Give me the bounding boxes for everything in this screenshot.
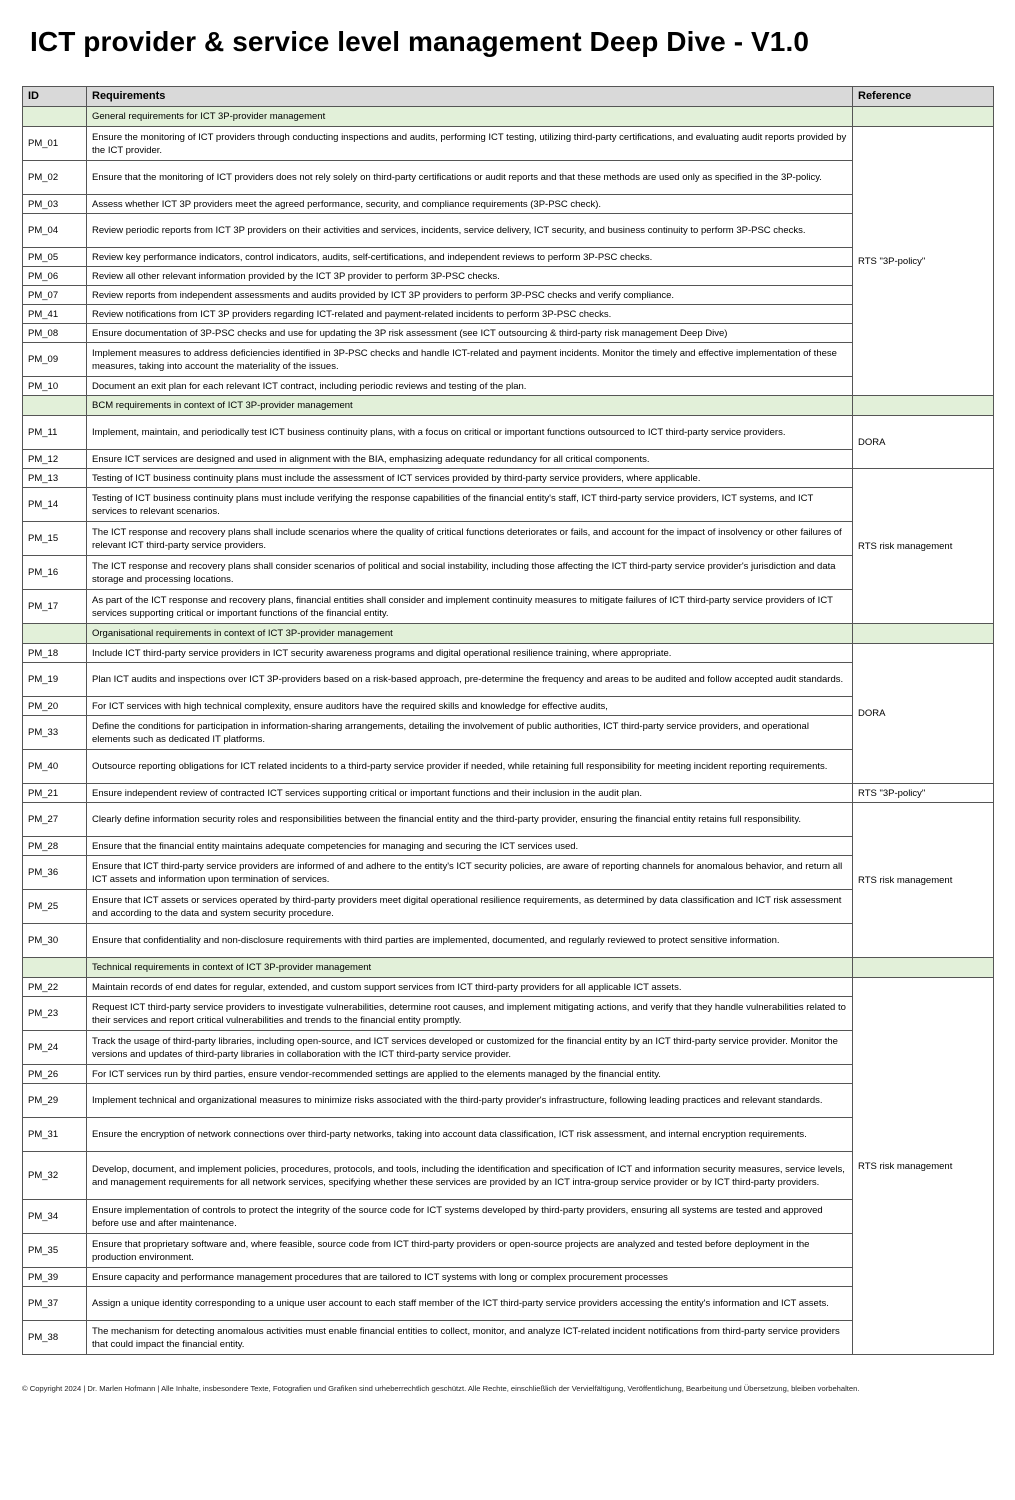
table-row bbox=[23, 856, 994, 890]
page-title: ICT provider & service level management Deep Dive - V1.0 bbox=[30, 26, 810, 57]
table-row bbox=[23, 469, 994, 488]
table-body bbox=[23, 107, 994, 1355]
section-title: General requirements for ICT 3P-provider management bbox=[87, 107, 853, 127]
requirement-text: Ensure documentation of 3P-PSC checks and use for updating the 3P risk assessment (see ICT outsourcing & third-party risk management Deep Dive) bbox=[87, 324, 853, 343]
copyright-footer: © Copyright 2024 | Dr. Marlen Hofmann | Alle Inhalte, insbesondere Texte, Fotografien und Grafiken sind urheberrechtlich geschützt. Alle Rechte, einschließlich der Vervielfältigung, Veröffentlichung, Bearbeitung und Übersetzung, bleiben vorbehalten. bbox=[22, 1384, 860, 1393]
requirement-id: PM_28 bbox=[23, 837, 87, 856]
table-row bbox=[23, 1321, 994, 1355]
reference-cell: RTS risk management bbox=[853, 469, 994, 624]
table-row bbox=[23, 1118, 994, 1152]
requirement-text: The mechanism for detecting anomalous activities must enable financial entities to collect, monitor, and analyze ICT-related incident notifications from third-party service providers that could impact the financial entity. bbox=[87, 1321, 853, 1355]
requirement-id: PM_18 bbox=[23, 644, 87, 663]
requirement-id: PM_14 bbox=[23, 488, 87, 522]
requirement-text: Plan ICT audits and inspections over ICT 3P-providers based on a risk-based approach, pre-determine the frequency and areas to be audited and follow accepted audit standards. bbox=[87, 663, 853, 697]
requirement-text: Testing of ICT business continuity plans must include verifying the response capabilities of the financial entity's staff, ICT third-party service providers, ICT systems, and ICT services to relevant scenarios. bbox=[87, 488, 853, 522]
requirement-text: Review periodic reports from ICT 3P providers on their activities and services, incidents, service delivery, ICT security, and business continuity to perform 3P-PSC checks. bbox=[87, 214, 853, 248]
table-row bbox=[23, 590, 994, 624]
requirement-text: Develop, document, and implement policies, procedures, protocols, and tools, including the identification and specification of ICT and information security measures, service levels, and management requirements for all network services, specifying whether these services are provided by an ICT intra-group service provider or by ICT third-party providers. bbox=[87, 1152, 853, 1200]
requirement-id: PM_27 bbox=[23, 803, 87, 837]
reference-cell: RTS risk management bbox=[853, 803, 994, 958]
table-row bbox=[23, 195, 994, 214]
requirement-id: PM_25 bbox=[23, 890, 87, 924]
requirement-id: PM_16 bbox=[23, 556, 87, 590]
reference-cell: RTS "3P-policy" bbox=[853, 127, 994, 396]
requirement-text: Outsource reporting obligations for ICT related incidents to a third-party service provider if needed, while retaining full responsibility for meeting incident reporting requirements. bbox=[87, 750, 853, 784]
table-row bbox=[23, 1152, 994, 1200]
table-row bbox=[23, 1084, 994, 1118]
table-row bbox=[23, 377, 994, 396]
section-id-cell bbox=[23, 624, 87, 644]
requirement-text: Implement measures to address deficiencies identified in 3P-PSC checks and handle ICT-related and payment incidents. Monitor the timely and effective implementation of these measures, taking into account the materiality of the issues. bbox=[87, 343, 853, 377]
requirement-id: PM_21 bbox=[23, 784, 87, 803]
table-row bbox=[23, 1287, 994, 1321]
requirement-id: PM_23 bbox=[23, 997, 87, 1031]
table-row bbox=[23, 343, 994, 377]
requirements-table bbox=[22, 86, 994, 1355]
requirement-text: Review notifications from ICT 3P providers regarding ICT-related and payment-related incidents to perform 3P-PSC checks. bbox=[87, 305, 853, 324]
requirement-text: Track the usage of third-party libraries, including open-source, and ICT services developed or customized for the financial entity by an ICT third-party service provider. Monitor the versions and updates of third-party libraries in collaboration with the ICT third-party service provider. bbox=[87, 1031, 853, 1065]
requirement-text: The ICT response and recovery plans shall consider scenarios of political and social instability, including those affecting the ICT third-party service provider's jurisdiction and data storage and processing locations. bbox=[87, 556, 853, 590]
reference-cell: DORA bbox=[853, 644, 994, 784]
requirement-text: Review all other relevant information provided by the ICT 3P provider to perform 3P-PSC checks. bbox=[87, 267, 853, 286]
requirement-text: Review reports from independent assessments and audits provided by ICT 3P providers to perform 3P-PSC checks and verify compliance. bbox=[87, 286, 853, 305]
table-row bbox=[23, 697, 994, 716]
requirement-id: PM_12 bbox=[23, 450, 87, 469]
table-row bbox=[23, 450, 994, 469]
header-id: ID bbox=[23, 87, 87, 107]
requirement-id: PM_04 bbox=[23, 214, 87, 248]
table-row bbox=[23, 324, 994, 343]
requirement-id: PM_36 bbox=[23, 856, 87, 890]
requirement-id: PM_08 bbox=[23, 324, 87, 343]
requirement-text: Ensure that the financial entity maintains adequate competencies for managing and securing the ICT services used. bbox=[87, 837, 853, 856]
requirement-id: PM_13 bbox=[23, 469, 87, 488]
table-row bbox=[23, 556, 994, 590]
requirement-id: PM_41 bbox=[23, 305, 87, 324]
section-title: BCM requirements in context of ICT 3P-provider management bbox=[87, 396, 853, 416]
reference-cell: DORA bbox=[853, 416, 994, 469]
requirement-text: The ICT response and recovery plans shall include scenarios where the quality of critical functions deteriorates or fails, and account for the impact of insolvency or other failures of relevant ICT third-party service providers. bbox=[87, 522, 853, 556]
requirement-id: PM_33 bbox=[23, 716, 87, 750]
table-row bbox=[23, 997, 994, 1031]
requirement-text: Maintain records of end dates for regular, extended, and custom support services from ICT third-party providers for all applicable ICT assets. bbox=[87, 978, 853, 997]
requirement-text: Ensure the monitoring of ICT providers through conducting inspections and audits, performing ICT testing, utilizing third-party certifications, and evaluating audit reports provided by the ICT provider. bbox=[87, 127, 853, 161]
requirement-text: Ensure that confidentiality and non-disclosure requirements with third parties are implemented, documented, and regularly reviewed to protect sensitive information. bbox=[87, 924, 853, 958]
table-row bbox=[23, 924, 994, 958]
requirement-text: Ensure independent review of contracted ICT services supporting critical or important functions and their inclusion in the audit plan. bbox=[87, 784, 853, 803]
table-row bbox=[23, 1234, 994, 1268]
requirement-text: Ensure implementation of controls to protect the integrity of the source code for ICT systems developed by third-party providers, ensuring all systems are tested and approved before use and after maintenance. bbox=[87, 1200, 853, 1234]
requirement-text: Define the conditions for participation in information-sharing arrangements, detailing the involvement of public authorities, ICT third-party service providers, and operational elements such as dedicated IT platforms. bbox=[87, 716, 853, 750]
requirement-id: PM_17 bbox=[23, 590, 87, 624]
reference-cell: RTS "3P-policy" bbox=[853, 784, 994, 803]
requirement-text: Review key performance indicators, control indicators, audits, self-certifications, and independent reviews to perform 3P-PSC checks. bbox=[87, 248, 853, 267]
table-row bbox=[23, 837, 994, 856]
requirement-id: PM_01 bbox=[23, 127, 87, 161]
requirement-id: PM_05 bbox=[23, 248, 87, 267]
requirement-text: For ICT services with high technical complexity, ensure auditors have the required skills and knowledge for effective audits, bbox=[87, 697, 853, 716]
requirement-id: PM_10 bbox=[23, 377, 87, 396]
requirement-text: Include ICT third-party service providers in ICT security awareness programs and digital operational resilience training, where appropriate. bbox=[87, 644, 853, 663]
requirement-text: Ensure that ICT assets or services operated by third-party providers meet digital operational resilience requirements, as determined by data classification and ICT risk assessment and according to the data and system security procedure. bbox=[87, 890, 853, 924]
section-header-row bbox=[23, 624, 994, 644]
table-header-row bbox=[23, 87, 994, 107]
table-row bbox=[23, 1065, 994, 1084]
requirement-text: Request ICT third-party service providers to investigate vulnerabilities, determine root causes, and implement mitigating actions, and verify that they handle vulnerabilities related to their services and report critical vulnerabilities and trends to the financial entity promptly. bbox=[87, 997, 853, 1031]
reference-cell: RTS risk management bbox=[853, 978, 994, 1355]
table-row bbox=[23, 1200, 994, 1234]
requirement-id: PM_37 bbox=[23, 1287, 87, 1321]
section-id-cell bbox=[23, 958, 87, 978]
table-row bbox=[23, 644, 994, 663]
table-row bbox=[23, 214, 994, 248]
requirement-id: PM_07 bbox=[23, 286, 87, 305]
table-row bbox=[23, 978, 994, 997]
table-row bbox=[23, 267, 994, 286]
table-row bbox=[23, 488, 994, 522]
section-id-cell bbox=[23, 396, 87, 416]
table-row bbox=[23, 305, 994, 324]
table-row bbox=[23, 248, 994, 267]
header-requirements: Requirements bbox=[87, 87, 853, 107]
requirement-id: PM_34 bbox=[23, 1200, 87, 1234]
table-row bbox=[23, 416, 994, 450]
requirement-text: Testing of ICT business continuity plans must include the assessment of ICT services provided by third-party service providers, where applicable. bbox=[87, 469, 853, 488]
requirement-id: PM_02 bbox=[23, 161, 87, 195]
requirement-id: PM_31 bbox=[23, 1118, 87, 1152]
table-row bbox=[23, 127, 994, 161]
requirement-text: Assign a unique identity corresponding to a unique user account to each staff member of the ICT third-party service providers accessing the entity's information and ICT assets. bbox=[87, 1287, 853, 1321]
requirement-id: PM_26 bbox=[23, 1065, 87, 1084]
section-title: Organisational requirements in context of ICT 3P-provider management bbox=[87, 624, 853, 644]
section-reference-cell bbox=[853, 958, 994, 978]
requirement-id: PM_30 bbox=[23, 924, 87, 958]
table-row bbox=[23, 716, 994, 750]
requirement-id: PM_32 bbox=[23, 1152, 87, 1200]
table-row bbox=[23, 890, 994, 924]
header-reference: Reference bbox=[853, 87, 994, 107]
section-reference-cell bbox=[853, 107, 994, 127]
requirement-text: Ensure that ICT third-party service providers are informed of and adhere to the entity's ICT security policies, are aware of reporting channels for anomalous behavior, and return all ICT assets and information upon termination of services. bbox=[87, 856, 853, 890]
requirement-id: PM_03 bbox=[23, 195, 87, 214]
section-header-row bbox=[23, 107, 994, 127]
requirement-text: Ensure capacity and performance management procedures that are tailored to ICT systems with long or complex procurement processes bbox=[87, 1268, 853, 1287]
requirement-text: Clearly define information security roles and responsibilities between the financial entity and the third-party provider, ensuring the financial entity retains full responsibility. bbox=[87, 803, 853, 837]
table-row bbox=[23, 784, 994, 803]
requirement-id: PM_19 bbox=[23, 663, 87, 697]
requirement-text: Ensure the encryption of network connections over third-party networks, taking into account data classification, ICT risk assessment, and internal encryption requirements. bbox=[87, 1118, 853, 1152]
requirement-id: PM_38 bbox=[23, 1321, 87, 1355]
requirement-id: PM_29 bbox=[23, 1084, 87, 1118]
table-row bbox=[23, 750, 994, 784]
section-reference-cell bbox=[853, 396, 994, 416]
table-row bbox=[23, 1031, 994, 1065]
requirement-text: Ensure that the monitoring of ICT providers does not rely solely on third-party certifications or audit reports and that these methods are used only as specified in the 3P-policy. bbox=[87, 161, 853, 195]
requirement-id: PM_40 bbox=[23, 750, 87, 784]
requirement-id: PM_20 bbox=[23, 697, 87, 716]
table-row bbox=[23, 803, 994, 837]
requirement-id: PM_24 bbox=[23, 1031, 87, 1065]
requirement-text: Ensure that proprietary software and, where feasible, source code from ICT third-party providers or open-source projects are analyzed and tested before deployment in the production environment. bbox=[87, 1234, 853, 1268]
table-row bbox=[23, 1268, 994, 1287]
section-header-row bbox=[23, 958, 994, 978]
section-reference-cell bbox=[853, 624, 994, 644]
requirement-id: PM_39 bbox=[23, 1268, 87, 1287]
table-row bbox=[23, 663, 994, 697]
requirement-text: Assess whether ICT 3P providers meet the agreed performance, security, and compliance requirements (3P-PSC check). bbox=[87, 195, 853, 214]
section-header-row bbox=[23, 396, 994, 416]
requirement-id: PM_15 bbox=[23, 522, 87, 556]
requirement-text: Ensure ICT services are designed and used in alignment with the BIA, emphasizing adequate redundancy for all critical components. bbox=[87, 450, 853, 469]
requirement-text: Implement, maintain, and periodically test ICT business continuity plans, with a focus on critical or important functions outsourced to ICT third-party service providers. bbox=[87, 416, 853, 450]
table-row bbox=[23, 161, 994, 195]
requirement-text: Implement technical and organizational measures to minimize risks associated with the third-party provider's infrastructure, following leading practices and relevant standards. bbox=[87, 1084, 853, 1118]
requirement-id: PM_09 bbox=[23, 343, 87, 377]
requirement-id: PM_35 bbox=[23, 1234, 87, 1268]
requirement-text: For ICT services run by third parties, ensure vendor-recommended settings are applied to the elements managed by the financial entity. bbox=[87, 1065, 853, 1084]
requirement-id: PM_11 bbox=[23, 416, 87, 450]
table-row bbox=[23, 286, 994, 305]
table-row bbox=[23, 522, 994, 556]
requirement-text: Document an exit plan for each relevant ICT contract, including periodic reviews and testing of the plan. bbox=[87, 377, 853, 396]
section-title: Technical requirements in context of ICT 3P-provider management bbox=[87, 958, 853, 978]
requirement-text: As part of the ICT response and recovery plans, financial entities shall consider and implement continuity measures to mitigate failures of ICT third-party service providers of ICT services supporting critical or important functions of the financial entity. bbox=[87, 590, 853, 624]
section-id-cell bbox=[23, 107, 87, 127]
requirement-id: PM_06 bbox=[23, 267, 87, 286]
requirement-id: PM_22 bbox=[23, 978, 87, 997]
